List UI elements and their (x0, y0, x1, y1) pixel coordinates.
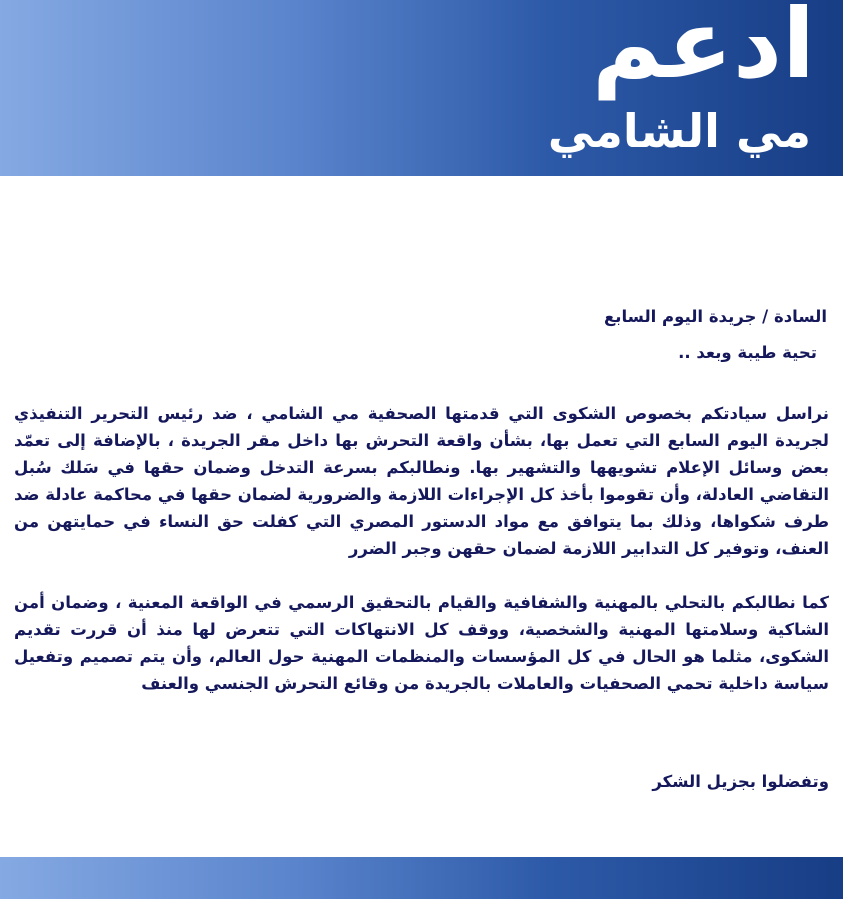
letter-paragraph-2: كما نطالبكم بالتحلي بالمهنية والشفافية والقيام بالتحقيق الرسمي في الواقعة المعنية ، وضمان أمن الشاكية وسلامتها المهنية والشخصية، ووقف كل الانتهاكات التي تتعرض لها منذ أن قررت تقديم الشكوى، مثلما هو الحال في كل المؤسسات والمنظمات المهنية حول العالم، وأن يتم تصميم وتفعيل سياسة داخلية تحمي الصحفيات والعاملات بالجريدة من وقائع التحرش الجنسي والعنف (14, 593, 829, 693)
footer-banner (0, 857, 843, 899)
header-banner (0, 0, 843, 176)
campaign-title: ادعم (591, 0, 815, 100)
letter-closing: وتفضلوا بجزيل الشكر (652, 772, 829, 791)
letter-greeting: تحية طيبة وبعد .. (678, 343, 817, 362)
letter-paragraph-1: نراسل سيادتكم بخصوص الشكوى التي قدمتها الصحفية مي الشامي ، ضد رئيس التحرير التنفيذي لجريدة اليوم السابع التي تعمل بها، بشأن واقعة التحرش بها داخل مقر الجريدة ، بالإضافة إلى تعمّد بعض وسائل الإعلام تشويهها والتشهير بها. ونطالبكم بسرعة التدخل وضمان حقها في سَلك سُبل التقاضي العادلة، وأن تقوموا بأخذ كل الإجراءات اللازمة والضرورية لضمان حقها في محاكمة عادلة ضد طرف شكواها، وذلك بما يتوافق مع مواد الدستور المصري التي كفلت حق النساء في حمايتهن من العنف، وتوفير كل التدابير اللازمة لضمان حقهن وجبر الضرر (14, 404, 829, 558)
letter-body (14, 302, 829, 797)
campaign-subtitle: مي الشامي (547, 104, 811, 158)
letter-salutation: السادة / جريدة اليوم السابع (604, 307, 827, 326)
